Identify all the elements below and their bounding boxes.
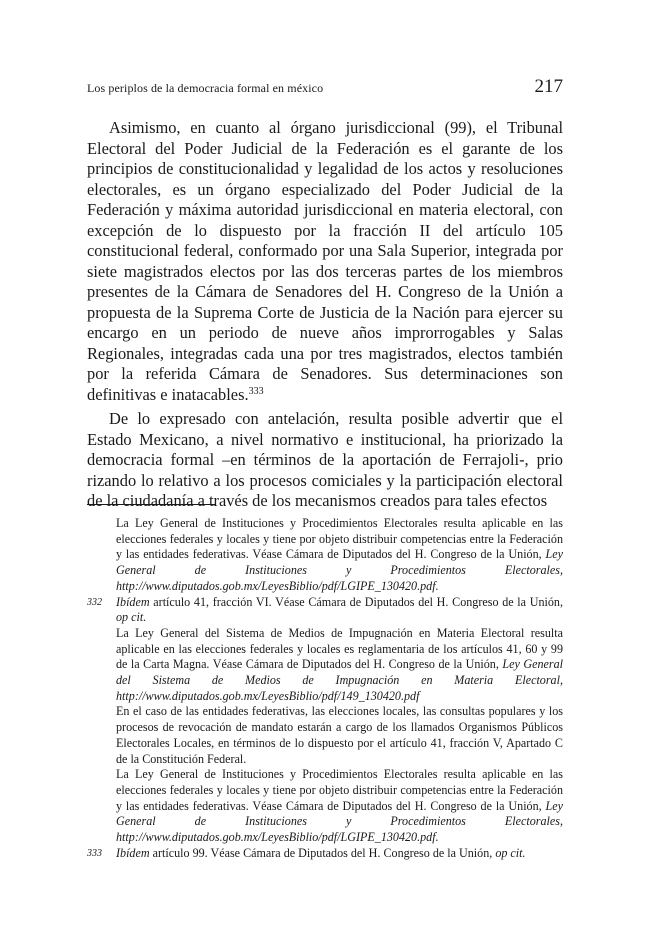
footnote-text: artículo 41, fracción VI. Véase Cámara de Diputados del H. Congreso de la Unión, <box>149 594 563 609</box>
footnote-opcit: op cit. <box>116 610 147 625</box>
footnote-text: La Ley General de Instituciones y Procedimientos Electorales resulta aplicable en las elecciones federales y locales y tiene por objeto distribuir competencias entre la Federación y las entidades federativas. Véase Cámara de Diputados del H. Congreso de la Unión, <box>116 767 563 813</box>
running-header <box>87 78 563 98</box>
footnote-citation: Ley General del Sistema de Medios de Impugnación en Materia Electoral, http://www.diputados.gob.mx/LeyesBiblio/pdf/149_130420.pdf <box>116 657 563 703</box>
paragraph-text: Asimismo, en cuanto al órgano jurisdiccional (99), el Tribunal Electoral del Poder Judicial de la Federación es el garante de los principios de constitucionalidad y legalidad de los actos y resoluciones electorales, es un órgano especializado del Poder Judicial de la Federación y máxima autoridad jurisdiccional en materia electoral, con excepción de lo dispuesto por la fracción II del artículo 105 constitucional federal, conformado por una Sala Superior, integrada por siete magistrados electos por las dos terceras partes de los miembros presentes de la Cámara de Senadores del H. Congreso de la Unión a propuesta de la Suprema Corte de Justicia de la Nación para ejercer su encargo en un periodo de nueve años improrrogables y Salas Regionales, integradas cada una por tres magistrados, electos también por la referida Cámara de Senadores. Sus determinaciones son definitivas e inatacables. <box>87 118 563 404</box>
footnote-ibidem: Ibídem <box>116 594 150 609</box>
footnote-text: En el caso de las entidades federativas, las elecciones locales, las consultas populares y los procesos de revocación de mandato estarán a cargo de los llamados Organismos Públicos Electorales Locales, en términos de lo dispuesto por el artículo 41, fracción V, Apartado C de la Constitución Federal. <box>116 704 563 766</box>
footnote-opcit: op cit. <box>495 845 526 860</box>
footnote-333 <box>87 846 563 862</box>
footnote-reference: 333 <box>248 385 264 397</box>
footnote-citation: Ley General de Instituciones y Procedimientos Electorales, http://www.diputados.gob.mx/LeyesBiblio/pdf/LGIPE_130420.pdf. <box>116 547 563 593</box>
footnote-separator <box>87 504 215 505</box>
footnote-paragraph <box>116 704 563 767</box>
footnote-text: La Ley General de Instituciones y Procedimientos Electorales resulta aplicable en las elecciones federales y locales y tiene por objeto distribuir competencias entre la Federación y las entidades federativas. Véase Cámara de Diputados del H. Congreso de la Unión, <box>116 516 563 562</box>
footnote-paragraph <box>116 595 563 626</box>
footnote-paragraph <box>116 516 563 595</box>
footnote-paragraph <box>116 846 563 862</box>
running-title: Los periplos de la democracia formal en méxico <box>87 81 324 95</box>
page-number: 217 <box>534 76 563 97</box>
footnote-ibidem: Ibídem <box>116 845 150 860</box>
footnote-text: artículo 99. Véase Cámara de Diputados del H. Congreso de la Unión, <box>149 845 496 860</box>
footnotes <box>87 516 563 861</box>
footnote-paragraph <box>116 626 563 705</box>
body-paragraph <box>87 409 563 512</box>
footnote-paragraph <box>116 767 563 846</box>
paragraph-text: De lo expresado con antelación, resulta posible advertir que el Estado Mexicano, a nivel normativo e institucional, ha priorizado la democracia formal –en términos de la aportación de Ferrajoli-, prio rizando lo relativo a los procesos comiciales y la participación electoral de la ciudadanía a través de los mecanismos creados para tales efectos <box>87 409 563 510</box>
footnote-number: 332 <box>87 596 102 608</box>
body-paragraph <box>87 118 563 405</box>
footnote-continuation <box>87 516 563 595</box>
footnote-number: 333 <box>87 847 102 859</box>
footnote-text: La Ley General del Sistema de Medios de Impugnación en Materia Electoral resulta aplicable en las elecciones federales y locales es reglamentaria de los artículos 41, 60 y 99 de la Carta Magna. Véase Cámara de Diputados del H. Congreso de la Unión, <box>116 625 563 672</box>
main-text <box>87 118 563 512</box>
footnote-citation: Ley General de Instituciones y Procedimientos Electorales, http://www.diputados.gob.mx/LeyesBiblio/pdf/LGIPE_130420.pdf. <box>116 798 563 845</box>
footnote-332 <box>87 595 563 846</box>
